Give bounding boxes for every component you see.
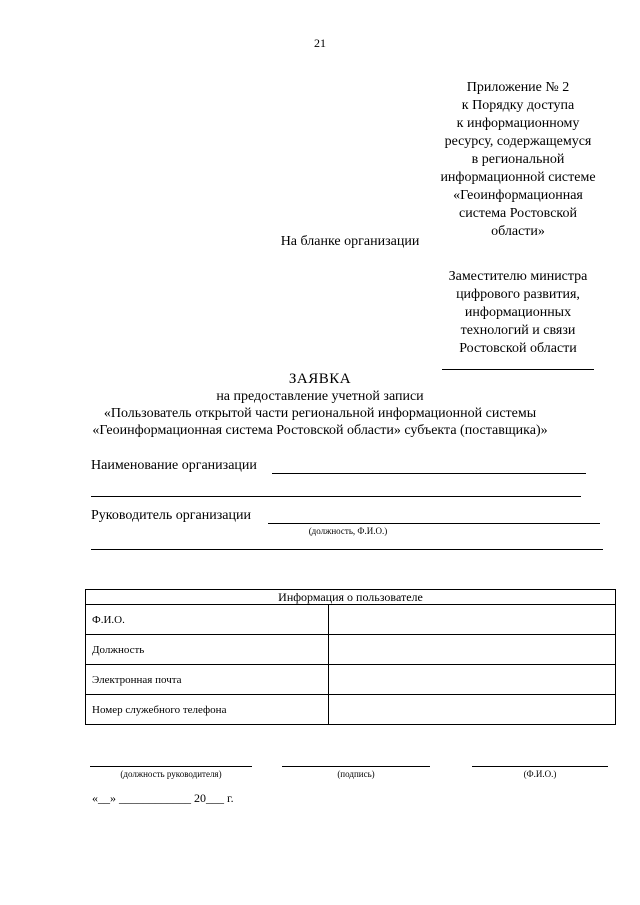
table-row: [86, 605, 616, 635]
appendix-line: к Порядку доступа: [461, 98, 575, 113]
org-name-label: Наименование организации: [91, 458, 257, 473]
head-of-org-label: Руководитель организации: [91, 508, 251, 523]
org-name-field-continued[interactable]: [91, 482, 581, 497]
appendix-line: области»: [491, 224, 545, 239]
appendix-line: ресурсу, содержащемуся: [444, 134, 592, 149]
title-heading: ЗАЯВКА: [288, 371, 352, 387]
appendix-line: Приложение № 2: [466, 80, 570, 95]
signature-caption: (подпись): [337, 769, 375, 779]
addressee-block: [425, 268, 611, 358]
row-label: Электронная почта: [86, 665, 329, 695]
full-name-cell[interactable]: [329, 605, 616, 635]
letterhead-note: На бланке организации: [280, 234, 420, 249]
head-of-org-field[interactable]: [268, 507, 600, 524]
signature-line[interactable]: [282, 766, 430, 767]
addressee-line: Заместителю министра: [448, 269, 588, 284]
row-label: Должность: [86, 635, 329, 665]
head-of-org-hint: (должность, Ф.И.О.): [308, 526, 388, 536]
table-row: [86, 665, 616, 695]
addressee-line: Ростовской области: [459, 341, 577, 356]
position-signature-line[interactable]: [90, 766, 252, 767]
org-name-field[interactable]: [272, 457, 586, 474]
phone-cell[interactable]: [329, 695, 616, 725]
appendix-line: информационной системе: [440, 170, 596, 185]
title-line: «Пользователь открытой части региональной информационной системы: [103, 406, 537, 421]
row-label: Ф.И.О.: [86, 605, 329, 635]
head-of-org-field-continued[interactable]: [91, 535, 603, 550]
addressee-line: информационных: [464, 305, 572, 320]
addressee-name-line: [442, 369, 594, 370]
table-header-row: [86, 590, 616, 605]
appendix-line: к информационному: [456, 116, 580, 131]
addressee-line: цифрового развития,: [456, 287, 580, 302]
user-info-table: [85, 589, 616, 725]
name-signature-line[interactable]: [472, 766, 608, 767]
document-title: [0, 371, 640, 439]
table-header: Информация о пользователе: [86, 590, 616, 605]
table-row: [86, 695, 616, 725]
appendix-line: «Геоинформационная: [453, 188, 583, 203]
name-caption: (Ф.И.О.): [523, 769, 557, 779]
appendix-note: [420, 79, 616, 241]
addressee-line: технологий и связи: [460, 323, 576, 338]
position-cell[interactable]: [329, 635, 616, 665]
title-line: на предоставление учетной записи: [216, 389, 424, 404]
page-number: 21: [314, 36, 326, 50]
title-line: «Геоинформационная система Ростовской области» субъекта (поставщика)»: [92, 423, 548, 438]
position-caption: (должность руководителя): [120, 769, 222, 779]
row-label: Номер служебного телефона: [86, 695, 329, 725]
table-row: [86, 635, 616, 665]
appendix-line: в региональной: [471, 152, 565, 167]
appendix-line: система Ростовской: [459, 206, 577, 221]
email-cell[interactable]: [329, 665, 616, 695]
date-line[interactable]: «__» ____________ 20___ г.: [92, 791, 234, 805]
